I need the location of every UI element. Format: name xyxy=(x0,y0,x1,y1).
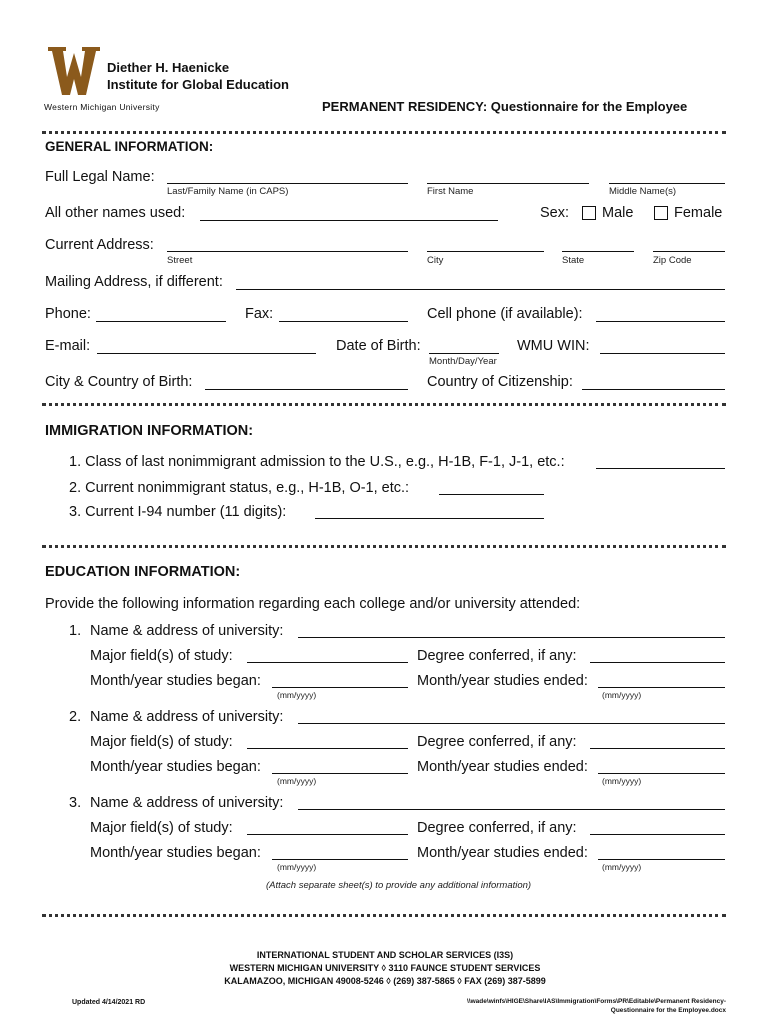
date-hint: (mm/yyyy) xyxy=(277,862,317,872)
name-address-label: Name & address of university: xyxy=(90,623,284,639)
university-3-name-input[interactable] xyxy=(298,809,725,810)
other-names-input[interactable] xyxy=(200,220,498,221)
education-heading: EDUCATION INFORMATION: xyxy=(45,564,241,580)
female-checkbox[interactable] xyxy=(654,206,668,220)
footer-contact: KALAMAZOO, MICHIGAN 49008-5246 ◊ (269) 387-5865 ◊ FAX (269) 387-5899 xyxy=(224,976,546,986)
major-label: Major field(s) of study: xyxy=(90,820,233,836)
full-legal-name-label: Full Legal Name: xyxy=(45,169,155,185)
immigration-heading: IMMIGRATION INFORMATION: xyxy=(45,423,254,439)
attach-note: (Attach separate sheet(s) to provide any additional information) xyxy=(266,880,532,891)
university-number: 2. xyxy=(69,709,82,725)
wmu-logo xyxy=(48,47,100,97)
dob-hint: Month/Day/Year xyxy=(429,356,497,367)
city-input[interactable] xyxy=(427,251,544,252)
degree-label: Degree conferred, if any: xyxy=(417,820,577,836)
immigration-item: 3. Current I-94 number (11 digits): xyxy=(69,504,287,520)
section-divider xyxy=(42,545,726,548)
birth-place-input[interactable] xyxy=(205,389,408,390)
sex-label: Sex: xyxy=(540,205,570,221)
current-status-input[interactable] xyxy=(439,494,544,495)
university-1-ended-input[interactable] xyxy=(598,687,725,688)
last-admission-class-input[interactable] xyxy=(596,468,725,469)
street-input[interactable] xyxy=(167,251,408,252)
citizenship-input[interactable] xyxy=(582,389,725,390)
immigration-item: 1. Class of last nonimmigrant admission to the U.S., e.g., H-1B, F-1, J-1, etc.: xyxy=(69,454,565,470)
city-hint: City xyxy=(427,255,444,266)
university-number: 1. xyxy=(69,623,82,639)
date-hint: (mm/yyyy) xyxy=(277,776,317,786)
fax-input[interactable] xyxy=(279,321,408,322)
university-1-name-input[interactable] xyxy=(298,637,725,638)
immigration-item: 2. Current nonimmigrant status, e.g., H-1B, O-1, etc.: xyxy=(69,480,410,496)
university-name: Western Michigan University xyxy=(44,102,160,112)
female-label: Female xyxy=(674,205,723,221)
org-name-line2: Institute for Global Education xyxy=(107,77,289,92)
ended-label: Month/year studies ended: xyxy=(417,759,588,775)
first-name-input[interactable] xyxy=(427,183,589,184)
university-2-began-input[interactable] xyxy=(272,773,408,774)
date-hint: (mm/yyyy) xyxy=(602,776,642,786)
first-name-hint: First Name xyxy=(427,186,474,197)
university-2-name-input[interactable] xyxy=(298,723,725,724)
updated-date: Updated 4/14/2021 RD xyxy=(72,999,146,1006)
email-input[interactable] xyxy=(97,353,316,354)
degree-label: Degree conferred, if any: xyxy=(417,648,577,664)
ended-label: Month/year studies ended: xyxy=(417,845,588,861)
university-1-began-input[interactable] xyxy=(272,687,408,688)
university-number: 3. xyxy=(69,795,82,811)
section-divider xyxy=(42,403,726,406)
university-3-ended-input[interactable] xyxy=(598,859,725,860)
file-path-line1: \\wade\winfs\HIGE\Share\IAS\Immigration\Forms\PR\Editable\Permanent Residency- xyxy=(467,998,726,1005)
org-name-line1: Diether H. Haenicke xyxy=(107,60,230,75)
state-input[interactable] xyxy=(562,251,634,252)
phone-label: Phone: xyxy=(45,306,91,322)
i94-number-input[interactable] xyxy=(315,518,544,519)
fax-label: Fax: xyxy=(245,306,274,322)
university-2-major-input[interactable] xyxy=(247,748,408,749)
male-checkbox[interactable] xyxy=(582,206,596,220)
section-divider xyxy=(42,131,726,134)
page-title: PERMANENT RESIDENCY: Questionnaire for the Employee xyxy=(322,99,688,114)
footer-address: WESTERN MICHIGAN UNIVERSITY ◊ 3110 FAUNCE STUDENT SERVICES xyxy=(229,963,541,973)
university-2-ended-input[interactable] xyxy=(598,773,725,774)
name-address-label: Name & address of university: xyxy=(90,709,284,725)
ended-label: Month/year studies ended: xyxy=(417,673,588,689)
birth-place-label: City & Country of Birth: xyxy=(45,374,193,390)
zip-input[interactable] xyxy=(653,251,725,252)
citizenship-label: Country of Citizenship: xyxy=(427,374,573,390)
education-intro: Provide the following information regarding each college and/or university attended: xyxy=(45,596,581,612)
last-name-input[interactable] xyxy=(167,183,408,184)
last-name-hint: Last/Family Name (in CAPS) xyxy=(167,186,289,197)
university-1-degree-input[interactable] xyxy=(590,662,725,663)
date-hint: (mm/yyyy) xyxy=(602,862,642,872)
general-heading: GENERAL INFORMATION: xyxy=(45,139,214,154)
date-hint: (mm/yyyy) xyxy=(602,690,642,700)
zip-hint: Zip Code xyxy=(653,255,692,266)
major-label: Major field(s) of study: xyxy=(90,734,233,750)
university-3-began-input[interactable] xyxy=(272,859,408,860)
dob-label: Date of Birth: xyxy=(336,338,421,354)
street-hint: Street xyxy=(167,255,193,266)
university-3-major-input[interactable] xyxy=(247,834,408,835)
degree-label: Degree conferred, if any: xyxy=(417,734,577,750)
phone-input[interactable] xyxy=(96,321,226,322)
university-1-major-input[interactable] xyxy=(247,662,408,663)
major-label: Major field(s) of study: xyxy=(90,648,233,664)
university-2-degree-input[interactable] xyxy=(590,748,725,749)
section-divider xyxy=(42,914,726,917)
name-address-label: Name & address of university: xyxy=(90,795,284,811)
male-label: Male xyxy=(602,205,634,221)
mailing-address-input[interactable] xyxy=(236,289,725,290)
dob-input[interactable] xyxy=(429,353,499,354)
current-address-label: Current Address: xyxy=(45,237,154,253)
other-names-label: All other names used: xyxy=(45,205,186,221)
middle-name-hint: Middle Name(s) xyxy=(609,186,677,197)
mailing-address-label: Mailing Address, if different: xyxy=(45,274,223,290)
cell-input[interactable] xyxy=(596,321,725,322)
middle-name-input[interactable] xyxy=(609,183,725,184)
began-label: Month/year studies began: xyxy=(90,759,261,775)
file-path-line2: Questionnaire for the Employee.docx xyxy=(610,1007,726,1014)
date-hint: (mm/yyyy) xyxy=(277,690,317,700)
cell-label: Cell phone (if available): xyxy=(427,306,583,322)
footer-office: INTERNATIONAL STUDENT AND SCHOLAR SERVICES (I3S) xyxy=(256,950,514,960)
wmu-win-input[interactable] xyxy=(600,353,725,354)
began-label: Month/year studies began: xyxy=(90,673,261,689)
university-3-degree-input[interactable] xyxy=(590,834,725,835)
state-hint: State xyxy=(562,255,585,266)
email-label: E-mail: xyxy=(45,338,91,354)
wmu-win-label: WMU WIN: xyxy=(517,338,590,354)
began-label: Month/year studies began: xyxy=(90,845,261,861)
